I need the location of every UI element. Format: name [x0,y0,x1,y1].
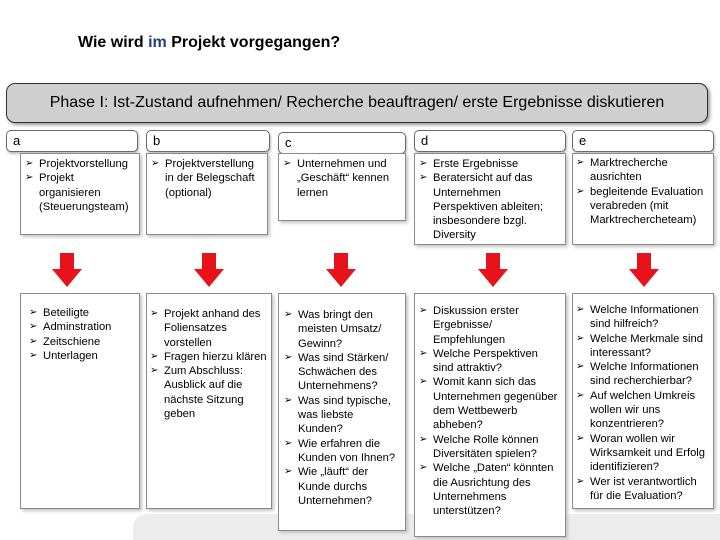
list-item-text: Projekt anhand des Foliensatzes vorstellen [164,308,261,349]
list-item [576,303,710,332]
list-item-text: Welche Rolle können Diversitäten spielen? [433,433,539,460]
list-item [419,433,561,462]
list-item [284,465,400,508]
bullet-arrow-icon: ➢ [284,351,293,363]
arrow-down-icon [629,253,659,287]
column-a-bottom-card [20,293,140,509]
column-c-bottom-card [278,293,406,531]
list-item [419,347,561,376]
bullet-arrow-icon: ➢ [576,332,585,344]
list-item [576,360,710,389]
list-item-text: Was bringt den meisten Umsatz/ Gewinn? [298,309,382,350]
column-c-top-card [278,153,406,221]
list-item [284,351,400,394]
list-item [576,389,710,432]
bullet-arrow-icon: ➢ [419,347,428,359]
list-item [29,306,131,320]
list-item [283,157,401,200]
arrow-down-icon [52,253,82,287]
bullet-arrow-icon: ➢ [576,389,585,401]
list-item-text: Welche Perspektiven sind attraktiv? [433,347,538,375]
bullet-arrow-icon: ➢ [576,157,585,168]
list-item [284,308,400,351]
column-b-bottom-card [146,293,272,509]
list-item-text: Wer ist verantwortlich für die Evaluation? [590,475,697,502]
list-item-text: Woran wollen wir Wirksamkeit und Erfolg identifizieren? [590,432,706,474]
list-item [25,157,135,171]
list-item [151,157,263,200]
bullet-arrow-icon: ➢ [284,309,293,320]
list-item-text: Erste Ergebnisse [433,158,519,170]
list-item [29,349,131,363]
list-item [284,437,400,466]
bullet-arrow-icon: ➢ [29,321,38,333]
bullet-arrow-icon: ➢ [29,349,38,361]
list-item [576,475,710,504]
bullet-arrow-icon: ➢ [576,361,585,373]
bullet-arrow-icon: ➢ [576,475,585,487]
list-item-text: Marktrecherche ausrichten [590,157,668,184]
list-item [419,461,561,518]
list-item-text: Womit kann sich das Unternehmen gegenüber dem Wettbewerb abheben? [433,376,558,432]
bullet-arrow-icon: ➢ [150,308,159,319]
bullet-arrow-icon: ➢ [151,158,160,169]
list-item-text: Zeitschiene [43,335,101,348]
list-item-text: Beteiligte [43,307,90,319]
bullet-arrow-icon: ➢ [25,158,34,169]
column-a-letter: a [6,130,138,152]
bullet-arrow-icon: ➢ [419,376,428,388]
bullet-arrow-icon: ➢ [284,466,293,478]
list-item [576,432,710,475]
arrow-down-icon [478,253,508,287]
arrow-down-icon [326,253,356,287]
bullet-arrow-icon: ➢ [29,307,38,318]
bullet-arrow-icon: ➢ [576,185,585,197]
list-item-text: Wie erfahren die Kunden von Ihnen? [298,437,396,464]
title-accent: im [148,34,167,51]
list-item-text: Projekt organisieren (Steuerungsteam) [39,172,129,213]
phase-banner: Phase I: Ist-Zustand aufnehmen/ Recherche beauftragen/ erste Ergebnisse diskutieren [6,83,708,123]
list-item [419,304,561,347]
list-item [576,156,710,185]
bullet-arrow-icon: ➢ [283,158,292,169]
list-item [150,307,268,350]
list-item-text: Wie „läuft“ der Kunde durchs Unternehmen? [298,466,373,507]
list-item-text: Beratersicht auf das Unternehmen Perspektiven ableiten; insbesondere bzgl. Diversity [433,172,544,242]
list-item [29,320,131,334]
list-item [25,171,135,214]
list-item [419,375,561,432]
list-item-text: Was sind typische, was liebste Kunden? [298,394,391,436]
bullet-arrow-icon: ➢ [419,172,428,184]
bullet-arrow-icon: ➢ [419,433,428,445]
list-item-text: Welche „Daten“ könnten die Ausrichtung des Unternehmens unterstützen? [433,462,554,518]
column-e-bottom-card [572,293,714,509]
bullet-arrow-icon: ➢ [284,394,293,406]
list-item-text: Projektverstellung in der Belegschaft (optional) [165,158,255,199]
list-item [576,185,710,228]
list-item-text: begleitende Evaluation verabreden (mit Marktrechercheteam) [590,185,704,227]
column-b-top-card [146,153,268,235]
column-d-bottom-card [414,293,566,537]
list-item-text: Welche Merkmale sind interessant? [590,332,703,359]
list-item-text: Was sind Stärken/ Schwächen des Unternehmens? [298,351,389,393]
bullet-arrow-icon: ➢ [284,437,293,449]
list-item [576,332,710,361]
list-item-text: Adminstration [43,321,112,334]
list-item-text: Unternehmen und „Geschäft“ kennen lernen [297,158,390,199]
list-item-text: Zum Abschluss: Ausblick auf die nächste Sitzung geben [164,365,244,421]
list-item [150,350,268,364]
list-item-text: Welche Informationen sind hilfreich? [590,304,699,331]
column-d-letter: d [414,130,566,152]
list-item-text: Unterlagen [43,349,98,362]
list-item-text: Welche Informationen sind recherchierbar? [590,361,699,388]
bullet-arrow-icon: ➢ [150,350,159,362]
list-item-text: Fragen hierzu klären [164,350,267,363]
column-d-top-card [414,153,566,245]
bullet-arrow-icon: ➢ [419,305,428,316]
bullet-arrow-icon: ➢ [150,365,159,377]
bullet-arrow-icon: ➢ [419,158,428,169]
list-item [284,394,400,437]
column-a-top-card [20,153,140,235]
arrow-down-icon [194,253,224,287]
list-item-text: Auf welchen Umkreis wollen wir uns konzentrieren? [590,389,696,431]
list-item [419,171,561,242]
list-item-text: Diskussion erster Ergebnisse/ Empfehlungen [433,305,519,346]
bullet-arrow-icon: ➢ [29,335,38,347]
list-item-text: Projektvorstellung [39,158,128,170]
column-c-letter: c [278,132,406,154]
column-e-letter: e [572,130,714,152]
list-item [29,335,131,349]
list-item [150,364,268,421]
bullet-arrow-icon: ➢ [419,462,428,474]
bullet-arrow-icon: ➢ [576,304,585,315]
bullet-arrow-icon: ➢ [25,172,34,184]
column-b-letter: b [146,130,270,152]
bullet-arrow-icon: ➢ [576,432,585,444]
column-e-top-card [572,153,714,245]
page-title: Wie wird im Projekt vorgegangen? [78,34,341,51]
list-item [419,157,561,171]
